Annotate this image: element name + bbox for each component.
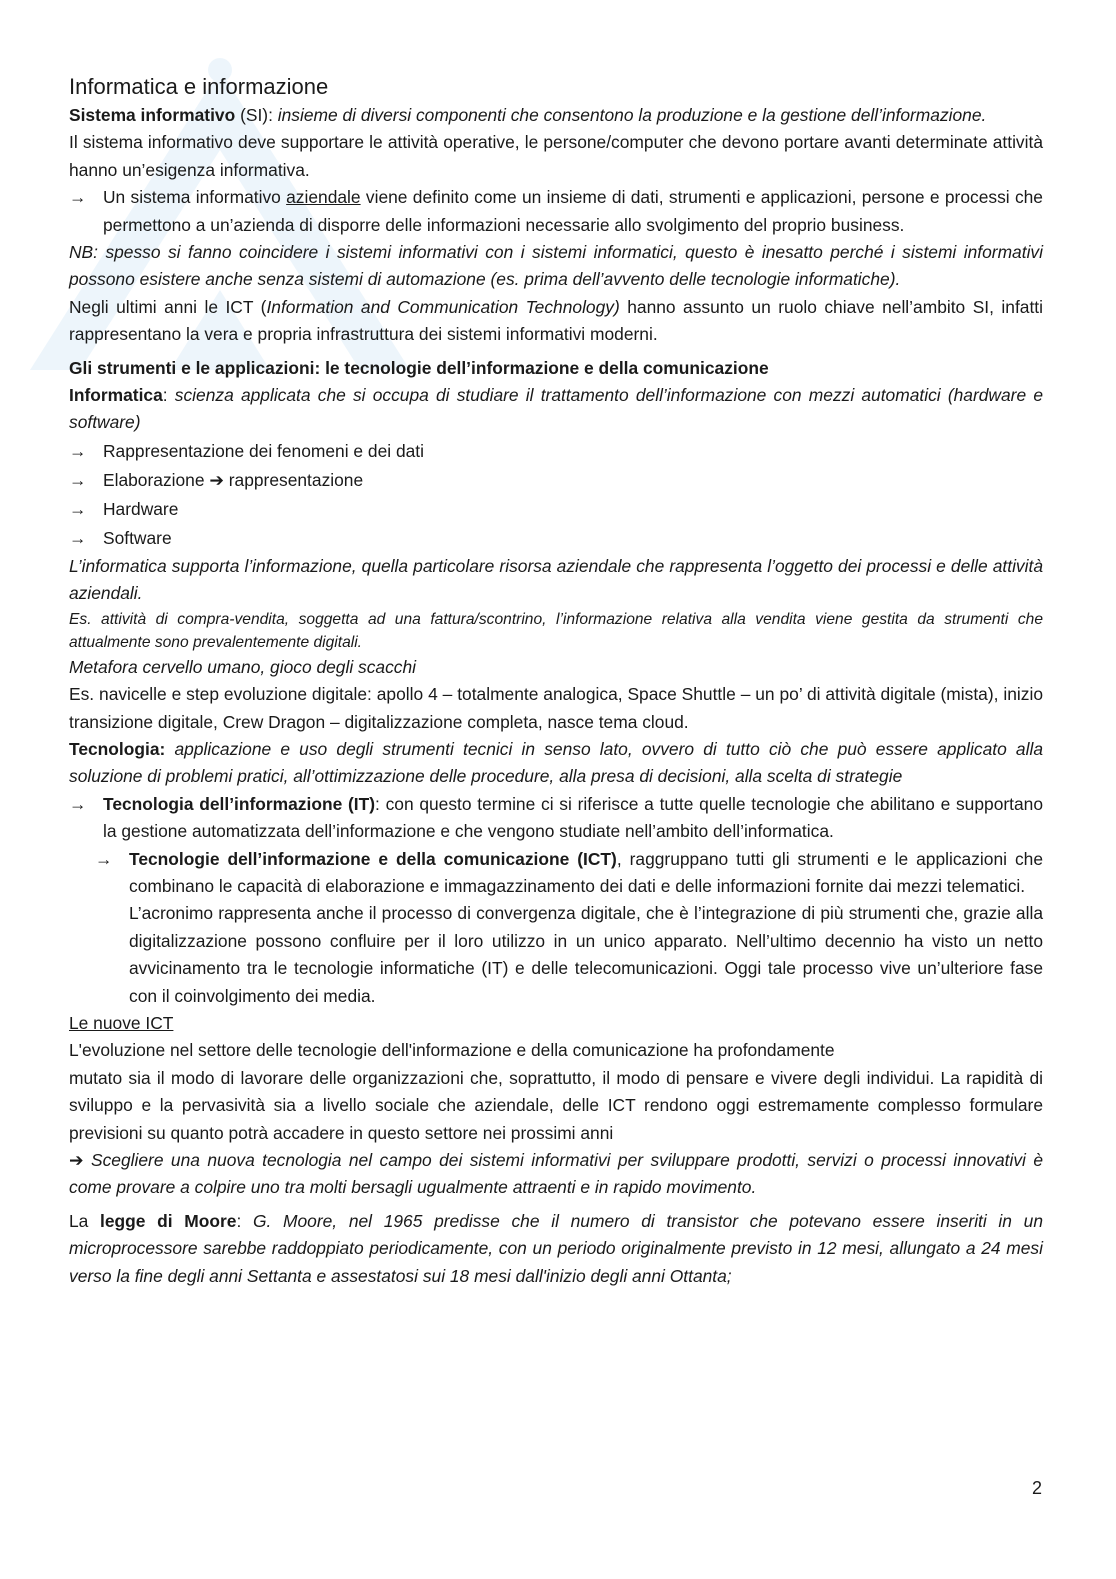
list-item xyxy=(69,437,1043,466)
example-compra-vendita: Es. attività di compra-vendita, soggetta ad una fattura/scontrino, l’informazione relativa alla vendita viene gestita da strumenti che attualmente sono prevalentemente digitali. xyxy=(69,610,1043,651)
paragraph-evoluzione-rest: mutato sia il modo di lavorare delle organizzazioni che, soprattutto, il modo di pensare e vivere degli individui. La rapidità di sviluppo e la pervasività sia a livello sociale che aziendale, delle ICT rendono oggi estremamente complesso formulare previsioni su quanto potrà accadere in questo settore nei prossimi anni xyxy=(69,1067,1043,1143)
colon: : xyxy=(162,385,175,406)
bullet-sistema-aziendale xyxy=(69,184,1043,239)
term-legge-moore: legge di Moore xyxy=(100,1210,237,1231)
definition-tecnologia: applicazione e uso degli strumenti tecnici in senso lato, ovvero di tutto ciò che può essere applicato alla soluzione di problemi pratici, all’ottimizzazione delle procedure, alla presa di decisioni, alla scelta di strategie xyxy=(69,738,1043,787)
ict-pre: Negli ultimi anni le ICT ( xyxy=(69,296,267,317)
arrow-icon: → xyxy=(69,527,87,548)
list-item xyxy=(69,466,1043,495)
paragraph-informatica-supporta: L’informatica supporta l’informazione, quella particolare risorsa aziendale che rappresenta l’oggetto dei processi e delle attività aziendali. xyxy=(69,555,1043,604)
paragraph-scegliere xyxy=(69,1147,1043,1202)
colon: : xyxy=(236,1210,253,1231)
definition-informatica: scienza applicata che si occupa di studiare il trattamento dell’informazione con mezzi automatici (hardware e software) xyxy=(69,385,1043,433)
term-ict: Tecnologie dell’informazione e della comunicazione (ICT) xyxy=(129,848,617,869)
list-item xyxy=(69,524,1043,553)
bullet-ict xyxy=(95,846,1043,901)
page-title: Informatica e informazione xyxy=(69,74,329,99)
term-sistema-informativo: Sistema informativo xyxy=(69,105,236,125)
bullet-text-pre: Un sistema informativo xyxy=(103,187,287,208)
metafora: Metafora cervello umano, gioco degli scacchi xyxy=(69,656,417,677)
term-tecnologia: Tecnologia: xyxy=(69,738,166,759)
arrow-icon: → xyxy=(69,440,87,461)
section-heading-strumenti: Gli strumenti e le applicazioni: le tecnologie dell’informazione e della comunicazione xyxy=(69,357,769,378)
ict-expansion: Information and Communication Technology) xyxy=(266,296,620,317)
bullet-ict-text: , raggruppano tutti gli strumenti e le applicazioni che combinano le capacità di elaborazione e immagazzinamento dei dati e delle informazioni fornite dai mezzi telematici. xyxy=(129,848,1043,896)
paragraph-informatica xyxy=(69,382,1043,437)
scegliere-text: Scegliere una nuova tecnologia nel campo dei sistemi informativi per sviluppare prodotti, servizi o processi innovativi è come provare a colpire uno tra molti bersagli ugualmente attraenti e in rapido movimento. xyxy=(69,1150,1043,1198)
section-heading-nuove-ict: Le nuove ICT xyxy=(69,1012,174,1033)
arrow-icon: → xyxy=(95,848,113,869)
list-item-text: Software xyxy=(103,527,172,548)
arrow-icon: → xyxy=(69,498,87,519)
paragraph-sistema-informativo xyxy=(69,102,1043,129)
term-informatica: Informatica xyxy=(69,385,163,406)
term-it: Tecnologia dell’informazione (IT) xyxy=(103,793,376,814)
paragraph-evoluzione-first: L'evoluzione nel settore delle tecnologie dell'informazione e della comunicazione ha profondamente xyxy=(69,1040,835,1061)
bullet-text-post: viene definito come un insieme di dati, strumenti e applicazioni, persone e processi che permettono a un’azienda di disporre delle informazioni necessarie allo svolgimento del proprio business. xyxy=(103,187,1043,235)
list-item xyxy=(69,495,1043,524)
nota-bene: NB: spesso si fanno coincidere i sistemi informativi con i sistemi informatici, questo è inesatto perché i sistemi informativi possono esistere anche senza sistemi di automazione (es. prima dell’avvento delle tecnologie informatiche). xyxy=(69,242,1043,290)
page-number: 2 xyxy=(1031,1478,1042,1498)
paragraph-tecnologia xyxy=(69,736,1043,791)
paragraph-acronimo: L’acronimo rappresenta anche il processo di convergenza digitale, che è l’integrazione di più strumenti che, grazie alla digitalizzazione possono confluire per il loro utilizzo in un unico apparato. Nell’ultimo decennio ha visto un netto avvicinamento tra le tecnologie informatiche (IT) e delle telecomunicazioni. Oggi tale processo vive un’ulteriore fase con il coinvolgimento dei media. xyxy=(129,903,1043,1006)
document-page xyxy=(69,72,1043,1290)
bullet-it-text: : con questo termine ci si riferisce a tutte quelle tecnologie che abilitano e supportano la gestione automatizzata dell’informazione e che vengono studiate nell’ambito dell’informatica. xyxy=(103,793,1044,842)
example-navicelle: Es. navicelle e step evoluzione digitale: apollo 4 – totalmente analogica, Space Shuttle – un po’ di attività digitale (mista), inizio transizione digitale, Crew Dragon – digitalizzazione completa, nasce tema cloud. xyxy=(69,684,1043,732)
underlined-aziendale: aziendale xyxy=(286,187,361,208)
ict-post: hanno assunto un ruolo chiave nell’ambito SI, infatti rappresentano la vera e propria infrastruttura dei sistemi informativi moderni. xyxy=(69,296,1043,345)
moore-text: G. Moore, nel 1965 predisse che il numero di transistor che potevano essere inseriti in un microprocessore sarebbe raddoppiato periodicamente, con un periodo originalmente previsto in 12 mesi, allungato a 24 mesi verso la fine degli anni Settanta e assestatosi sui 18 mesi dall'inizio degli anni Ottanta; xyxy=(69,1210,1043,1286)
arrow-icon: → xyxy=(69,793,87,814)
arrow-icon: → xyxy=(69,187,87,208)
abbr-si: (SI): xyxy=(235,105,278,125)
moore-pre: La xyxy=(69,1210,101,1231)
arrow-icon: → xyxy=(69,469,87,490)
list-item-text: Hardware xyxy=(103,498,179,519)
bullet-it xyxy=(69,791,1043,846)
paragraph-ict xyxy=(69,294,1043,349)
arrow-icon: ➔ xyxy=(69,1150,84,1170)
paragraph-moore xyxy=(69,1208,1043,1290)
paragraph-supporto-attivita: Il sistema informativo deve supportare le attività operative, le persone/computer che devono portare avanti determinate attività hanno un’esigenza informativa. xyxy=(69,132,1043,180)
list-item-text: Elaborazione ➔ rappresentazione xyxy=(103,469,364,490)
list-item-text: Rappresentazione dei fenomeni e dei dati xyxy=(103,440,424,461)
definition-sistema-informativo: insieme di diversi componenti che consentono la produzione e la gestione dell’informazione. xyxy=(277,105,987,125)
